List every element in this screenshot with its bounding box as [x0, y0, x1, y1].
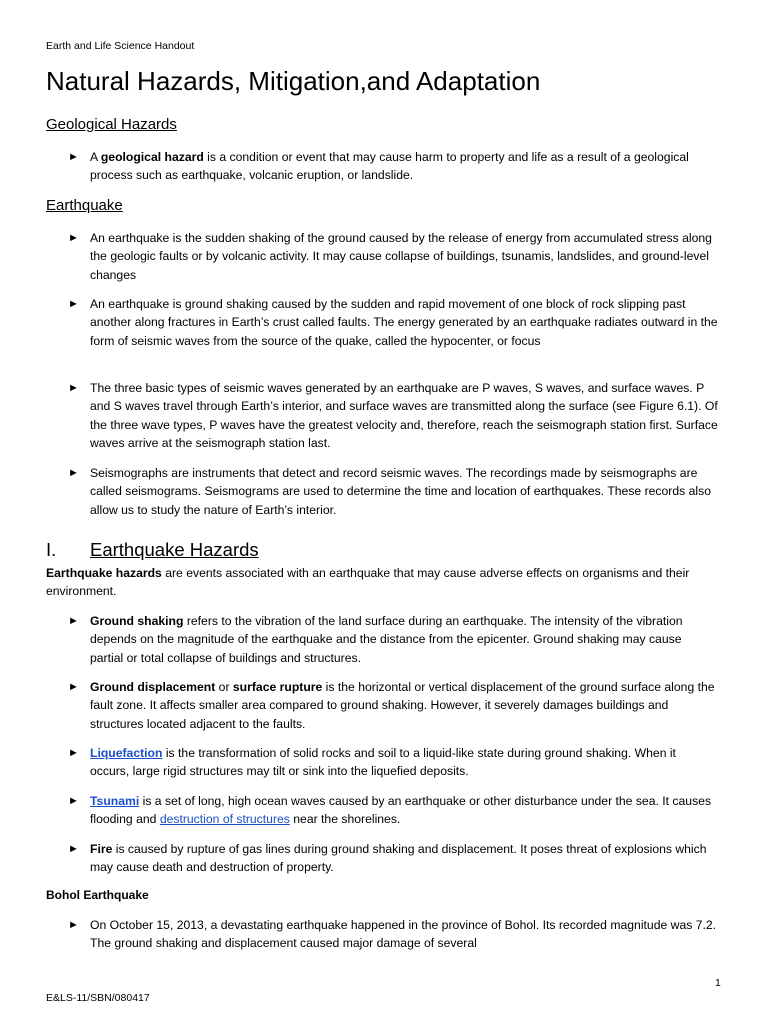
bullet-arrow-icon: ►	[68, 232, 79, 244]
list-item: ► Tsunami is a set of long, high ocean waves caused by an earthquake or other disturbance under the sea. It causes flooding and destruction of structures near the shorelines.	[68, 794, 712, 827]
bohol-earthquake-heading: Bohol Earthquake	[46, 888, 149, 902]
page-title: Natural Hazards, Mitigation,and Adaptation	[46, 66, 541, 96]
liquefaction-link[interactable]: Liquefaction	[90, 746, 163, 760]
bullet-arrow-icon: ►	[68, 747, 79, 759]
earthquake-hazards-heading	[46, 539, 259, 561]
bullet-arrow-icon: ►	[68, 298, 79, 310]
bullet-arrow-icon: ►	[68, 467, 79, 479]
term-geological-hazard: geological hazard	[100, 150, 204, 164]
tsunami-link[interactable]: Tsunami	[90, 794, 140, 808]
list-item: ► Ground shaking refers to the vibration of the land surface during an earthquake. The intensity of the vibration depends on the magnitude of the earthquake and the distance from the epicenter. Ground shaking may cause partial or total collapse of buildings and structures.	[68, 614, 683, 665]
list-item: ► An earthquake is ground shaking caused by the sudden and rapid movement of one block of rock slipping past another along fractures in Earth’s crust called faults. The energy generated by an earthquake radiates outward in the form of seismic waves from the source of the quake, called the hypocenter, or focus	[68, 297, 718, 348]
list-item: ► Ground displacement or surface rupture is the horizontal or vertical displacement of the ground surface along the fault zone. It affects smaller area compared to ground shaking. However, it severely damages buildings and structures located adjacent to the faults.	[68, 680, 715, 731]
bullet-arrow-icon: ►	[68, 919, 79, 931]
earthquake-hazards-intro: Earthquake hazards are events associated with an earthquake that may cause adverse effects on organisms and their environment.	[46, 566, 690, 599]
bullet-arrow-icon: ►	[68, 843, 79, 855]
destruction-of-structures-link[interactable]: destruction of structures	[159, 812, 290, 827]
list-item: ► Seismographs are instruments that detect and record seismic waves. The recordings made by seismographs are called seismograms. Seismograms are used to determine the time and location of earthquakes. These records also allow us to study the nature of Earth’s interior.	[68, 466, 711, 517]
bullet-arrow-icon: ►	[68, 795, 79, 807]
bullet-arrow-icon: ►	[68, 382, 79, 394]
bullet-arrow-icon: ►	[68, 615, 79, 627]
bullet-arrow-icon: ►	[68, 681, 79, 693]
section-number: I.	[46, 539, 57, 560]
list-item: ► The three basic types of seismic waves generated by an earthquake are P waves, S waves, and surface waves. P and S waves travel through Earth’s interior, and surface waves are transmitted along the surface (see Figure 6.1). Of the three wave types, P waves have the greatest velocity and, therefore, reach the seismograph station first. Surface waves arrive at the seismograph station last.	[68, 381, 718, 450]
list-item: ► A geological hazard is a condition or event that may cause harm to property and life as a result of a geological process such as earthquake, volcanic eruption, or landslide.	[68, 150, 689, 183]
list-item: ► Fire is caused by rupture of gas lines during ground shaking and displacement. It poses threat of explosions which may cause death and destruction of property.	[68, 842, 707, 875]
footer-code: E&LS-11/SBN/080417	[46, 992, 150, 1004]
header-label: Earth and Life Science Handout	[46, 40, 195, 52]
list-item: ► On October 15, 2013, a devastating earthquake happened in the province of Bohol. Its recorded magnitude was 7.2. The ground shaking and displacement caused major damage of several	[68, 918, 717, 951]
list-item: ► An earthquake is the sudden shaking of the ground caused by the release of energy from accumulated stress along the geologic faults or by volcanic activity. It may cause collapse of buildings, tsunamis, landslides, and ground-level changes	[68, 231, 712, 282]
geological-hazards-heading: Geological Hazards	[46, 116, 177, 133]
earthquake-heading: Earthquake	[46, 197, 123, 214]
bullet-arrow-icon: ►	[68, 151, 79, 163]
page-number: 1	[715, 977, 721, 989]
list-item: ► Liquefaction is the transformation of solid rocks and soil to a liquid-like state during ground shaking. When it occurs, large rigid structures may tilt or sink into the liquefied deposits.	[68, 746, 676, 779]
section-title: Earthquake Hazards	[90, 539, 259, 560]
